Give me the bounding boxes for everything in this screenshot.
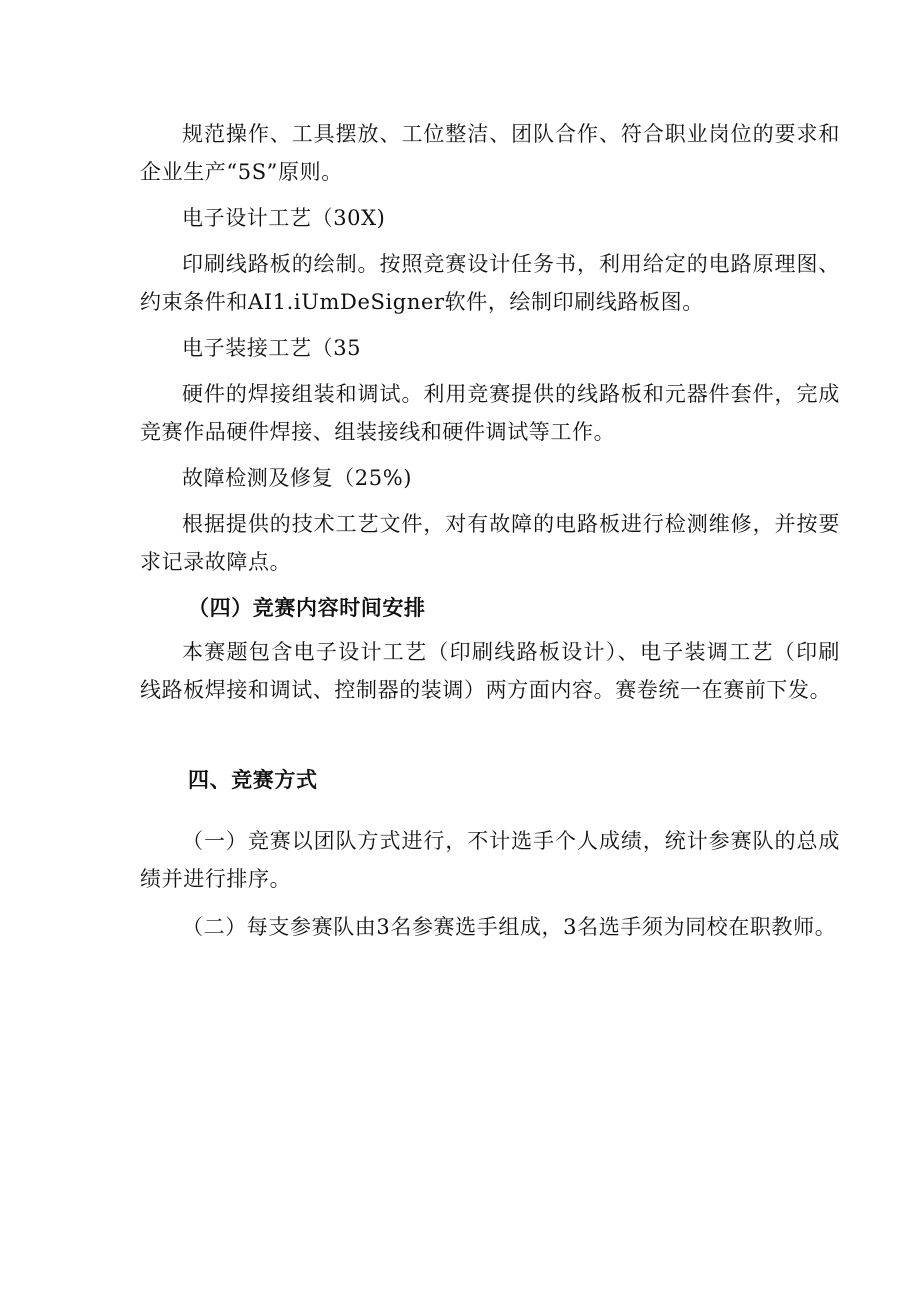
- paragraph-schedule-content: 本赛题包含电子设计工艺（印刷线路板设计）、电子装调工艺（印刷线路板焊接和调试、控制器的装调）两方面内容。赛卷统一在赛前下发。: [140, 640, 840, 702]
- paragraph-fault-repair: 根据提供的技术工艺文件，对有故障的电路板进行检测维修，并按要求记录故障点。: [140, 512, 840, 574]
- item-electronic-design: 电子设计工艺（30X): [182, 206, 386, 230]
- item-fault-detection: 故障检测及修复（25%): [182, 466, 413, 490]
- paragraph-5s-principle: 规范操作、工具摆放、工位整洁、团队合作、符合职业岗位的要求和企业生产“5S”原则。: [140, 122, 840, 184]
- paragraph-hardware-soldering: 硬件的焊接组装和调试。利用竞赛提供的线路板和元器件套件，完成竞赛作品硬件焊接、组装接线和硬件调试等工作。: [140, 382, 840, 444]
- item-electronic-assembly: 电子装接工艺（35: [182, 336, 362, 360]
- paragraph-team-composition: （二）每支参赛队由3名参赛选手组成，3名选手须为同校在职教师。: [182, 915, 837, 939]
- chapter-heading-competition-format: 四、竞赛方式: [188, 768, 318, 792]
- paragraph-pcb-drawing: 印刷线路板的绘制。按照竞赛设计任务书，利用给定的电路原理图、约束条件和AI1.iUmDeSigner软件，绘制印刷线路板图。: [140, 252, 840, 314]
- paragraph-team-format: （一）竞赛以团队方式进行，不计选手个人成绩，统计参赛队的总成绩并进行排序。: [140, 829, 840, 891]
- section-heading-schedule: （四）竞赛内容时间安排: [188, 596, 426, 620]
